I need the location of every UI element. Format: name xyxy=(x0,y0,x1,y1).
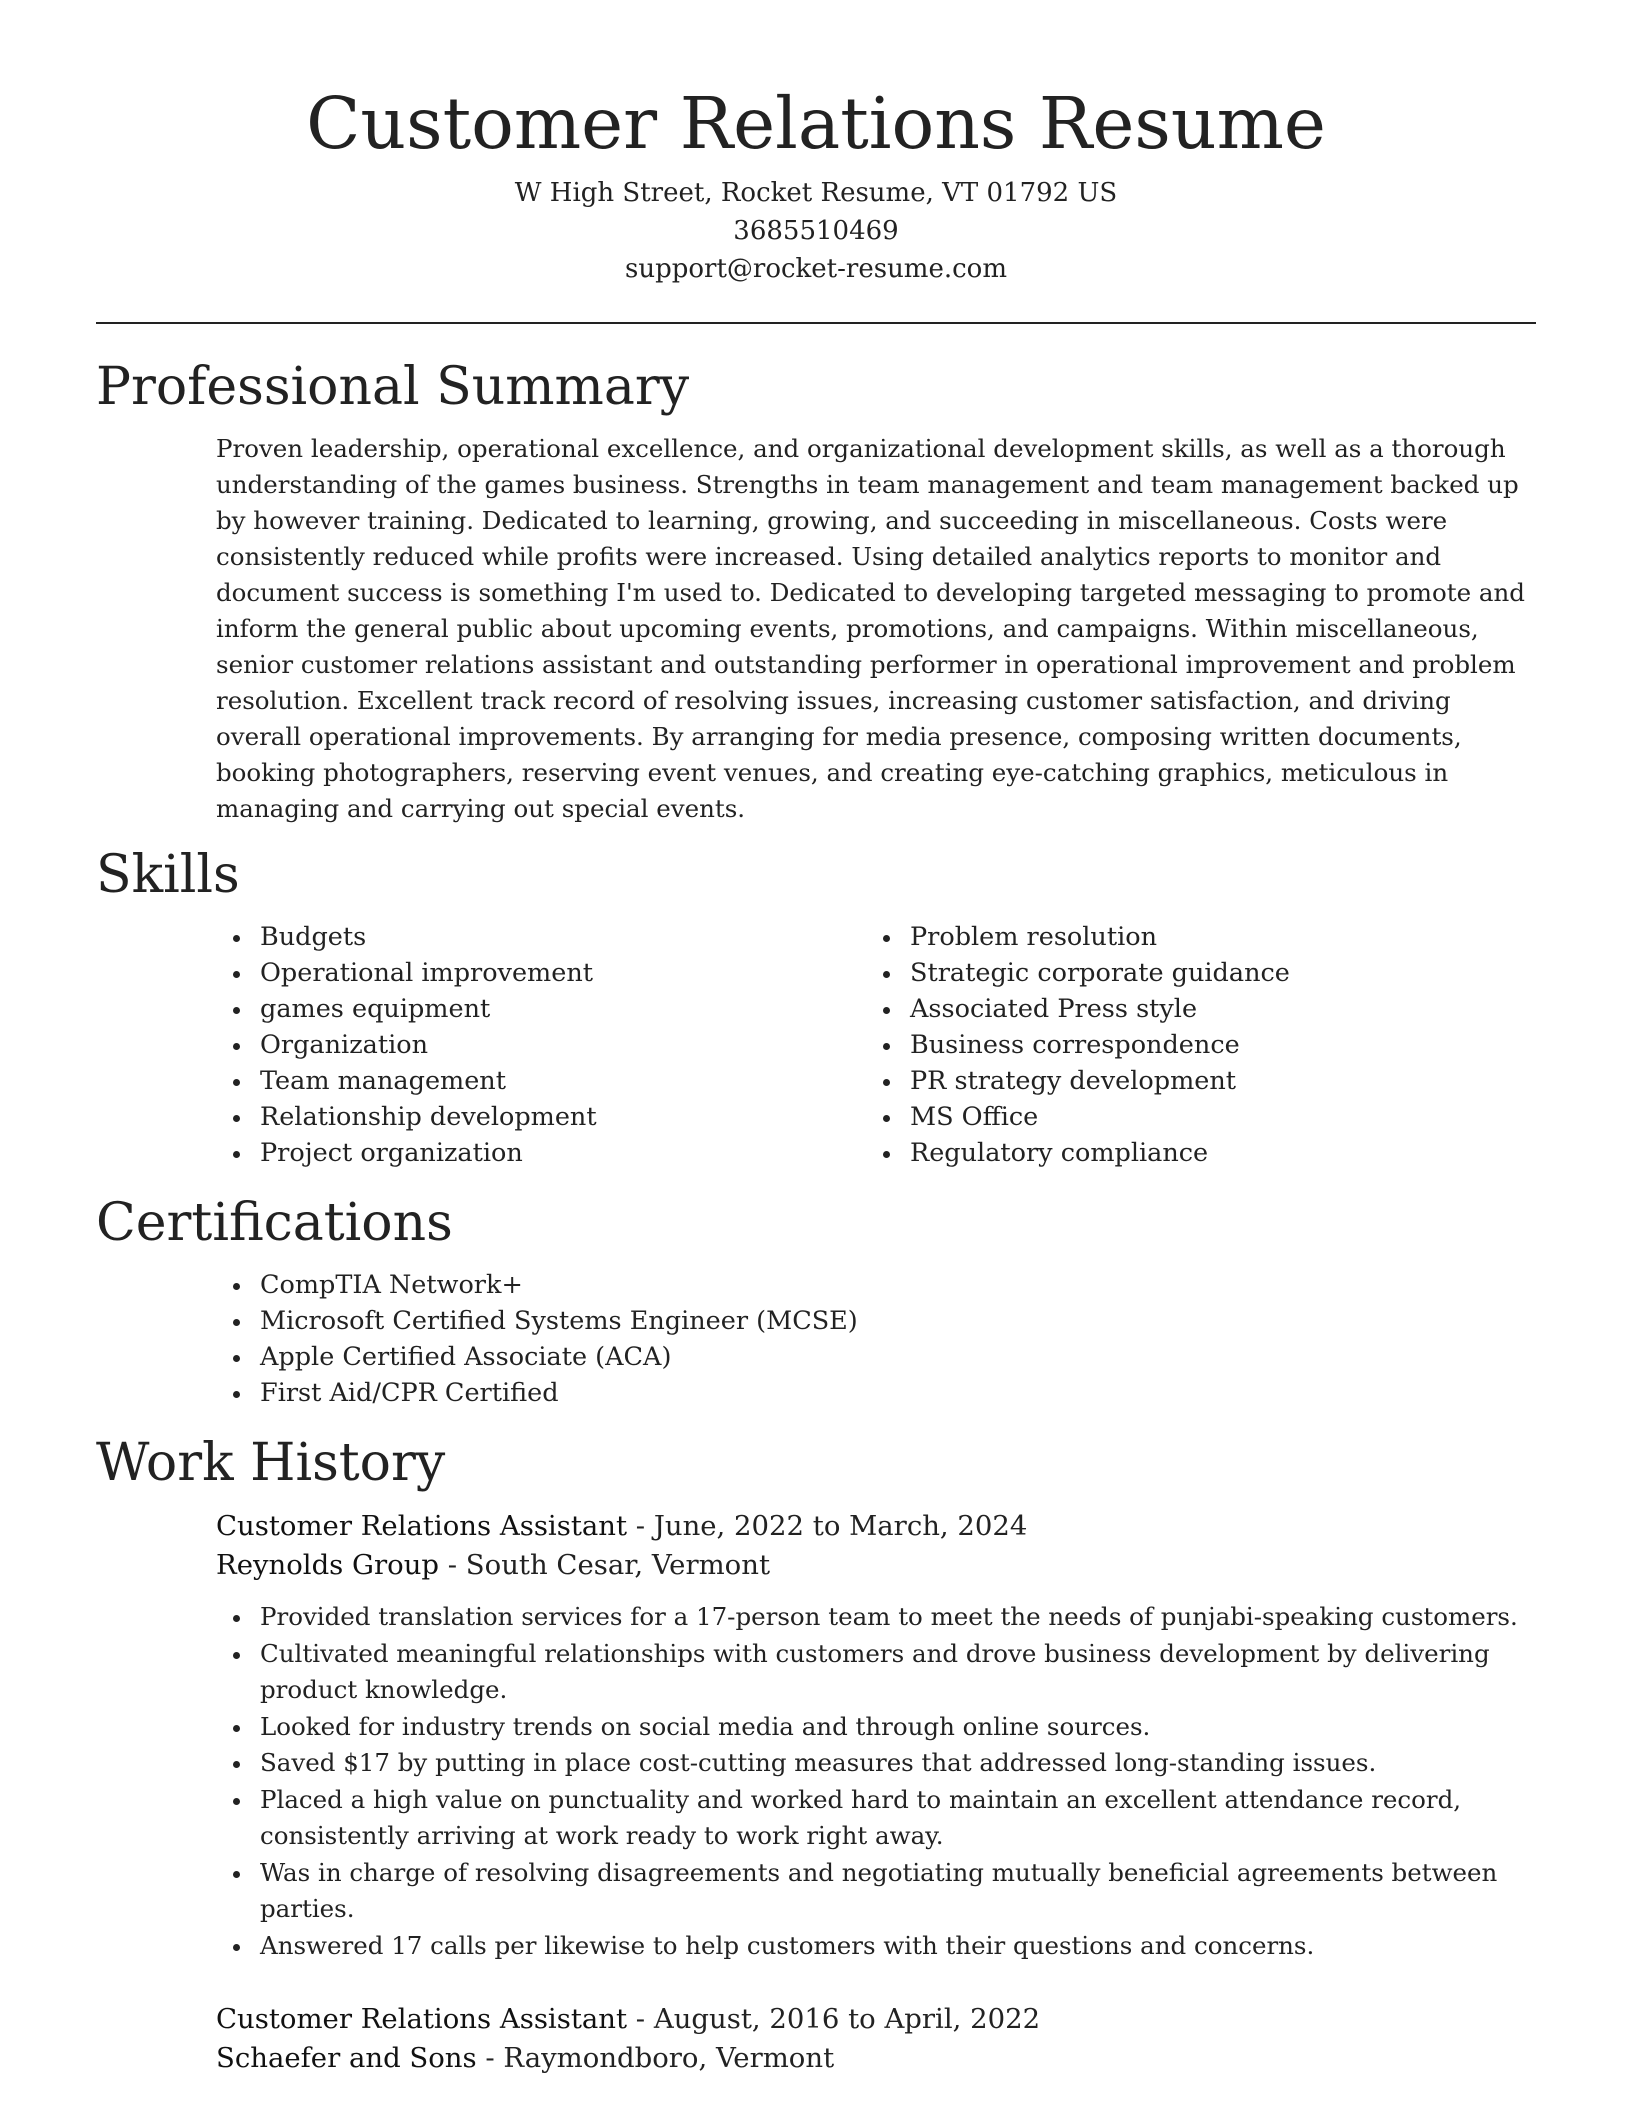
certifications-section xyxy=(96,1193,1536,1411)
skill-item: Organization xyxy=(216,1027,866,1063)
skill-item: Team management xyxy=(216,1063,866,1099)
certification-item: First Aid/CPR Certified xyxy=(216,1375,1536,1411)
job-title-line xyxy=(216,1507,1536,1546)
skills-section xyxy=(96,845,1536,1171)
work-history-section xyxy=(96,1433,1536,2078)
job-dates: - August, 2016 to April, 2022 xyxy=(627,2003,1041,2035)
certification-item: Microsoft Certified Systems Engineer (MCSE) xyxy=(216,1303,1536,1339)
skill-item: Operational improvement xyxy=(216,955,866,991)
job-company-line xyxy=(216,1546,1536,1585)
resume-title: Customer Relations Resume xyxy=(306,82,1326,165)
job-dates: - June, 2022 to March, 2024 xyxy=(627,1510,1028,1542)
skill-item: MS Office xyxy=(866,1099,1516,1135)
header-divider xyxy=(96,322,1536,324)
job-title: Customer Relations Assistant xyxy=(216,1510,628,1542)
skill-item: PR strategy development xyxy=(866,1063,1516,1099)
job-bullet: Provided translation services for a 17-person team to meet the needs of punjabi-speaking customers. xyxy=(216,1599,1536,1636)
certifications-list xyxy=(96,1267,1536,1411)
job-location: - South Cesar, Vermont xyxy=(439,1549,770,1581)
job-company: Reynolds Group xyxy=(216,1549,440,1581)
skill-item: Problem resolution xyxy=(866,919,1516,955)
contact-phone: 3685510469 xyxy=(733,216,899,246)
job-company-line xyxy=(216,2039,1536,2078)
job-bullet: Placed a high value on punctuality and worked hard to maintain an excellent attendance record, consistently arriving at work ready to work right away. xyxy=(216,1782,1536,1855)
skill-item: Regulatory compliance xyxy=(866,1135,1516,1171)
skill-item: Strategic corporate guidance xyxy=(866,955,1516,991)
job-entry xyxy=(96,2000,1536,2078)
job-bullet: Looked for industry trends on social media and through online sources. xyxy=(216,1709,1536,1746)
job-bullets xyxy=(216,1599,1536,1964)
skills-grid xyxy=(96,919,1536,1171)
professional-summary-section xyxy=(96,357,1536,827)
job-bullet: Answered 17 calls per likewise to help customers with their questions and concerns. xyxy=(216,1928,1536,1965)
section-heading-skills: Skills xyxy=(96,845,240,905)
job-bullet: Saved $17 by putting in place cost-cutting measures that addressed long-standing issues. xyxy=(216,1745,1536,1782)
contact-email: support@rocket-resume.com xyxy=(624,254,1007,284)
skills-list-right xyxy=(866,919,1516,1171)
job-bullet: Cultivated meaningful relationships with customers and drove business development by delivering product knowledge. xyxy=(216,1636,1536,1709)
skills-list-left xyxy=(216,919,866,1171)
summary-text: Proven leadership, operational excellence, and organizational development skills, as well as a thorough understanding of the games business. Strengths in team management and team management backed up by however training. Dedicated to learning, growing, and succeeding in miscellaneous. Costs were consistently reduced while profits were increased. Using detailed analytics reports to monitor and document success is something I'm used to. Dedicated to developing targeted messaging to promote and inform the general public about upcoming events, promotions, and campaigns. Within miscellaneous, senior customer relations assistant and outstanding performer in operational improvement and problem resolution. Excellent track record of resolving issues, increasing customer satisfaction, and driving overall operational improvements. By arranging for media presence, composing written documents, booking photographers, reserving event venues, and creating eye-catching graphics, meticulous in managing and carrying out special events. xyxy=(216,434,1525,823)
job-bullet: Was in charge of resolving disagreements and negotiating mutually beneficial agreements between parties. xyxy=(216,1855,1536,1928)
section-heading-summary: Professional Summary xyxy=(96,357,690,417)
skill-item: Relationship development xyxy=(216,1099,866,1135)
contact-address: W High Street, Rocket Resume, VT 01792 US xyxy=(514,178,1118,208)
skill-item: Business correspondence xyxy=(866,1027,1516,1063)
skill-item: Budgets xyxy=(216,919,866,955)
skill-item: games equipment xyxy=(216,991,866,1027)
job-title-line xyxy=(216,2000,1536,2039)
contact-block xyxy=(96,174,1536,288)
certification-item: Apple Certified Associate (ACA) xyxy=(216,1339,1536,1375)
skill-item: Project organization xyxy=(216,1135,866,1171)
certification-item: CompTIA Network+ xyxy=(216,1267,1536,1303)
job-company: Schaefer and Sons xyxy=(216,2042,477,2074)
section-heading-certifications: Certifications xyxy=(96,1193,453,1253)
job-location: - Raymondboro, Vermont xyxy=(476,2042,835,2074)
job-title: Customer Relations Assistant xyxy=(216,2003,628,2035)
job-entry xyxy=(96,1507,1536,1964)
section-heading-work-history: Work History xyxy=(96,1433,446,1493)
skill-item: Associated Press style xyxy=(866,991,1516,1027)
